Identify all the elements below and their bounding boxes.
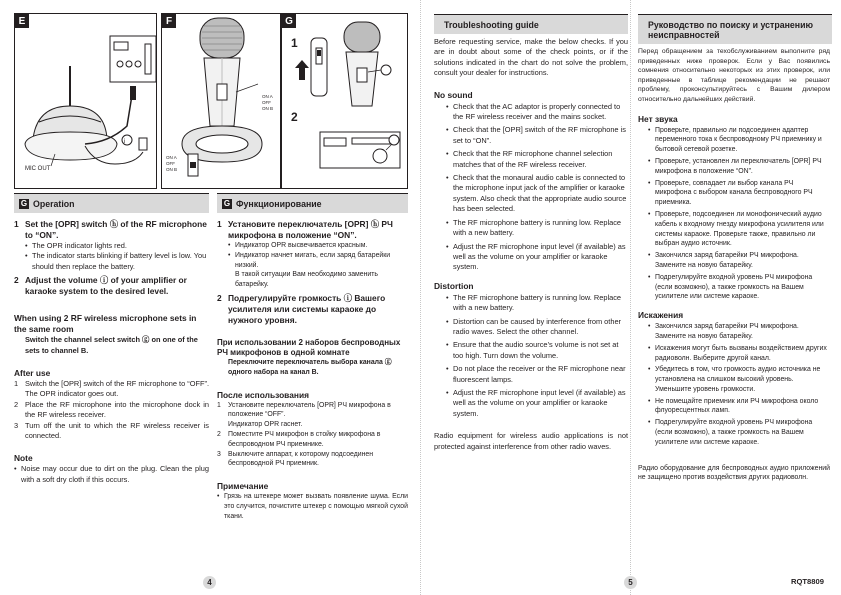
operation-en-step-1: Set the [OPR] switch ⓗ of the RF microphone to “ON”. (25, 219, 207, 240)
step-number: 2 (14, 275, 19, 286)
switch-position-label: ON B (166, 167, 178, 172)
operation-en-step-1-bullet: • The indicator starts blinking if battery level is low. You should then replace the battery. (25, 251, 209, 272)
operation-en-header (14, 193, 209, 213)
svg-text:i: i (124, 139, 126, 145)
receiver-connection-illustration (15, 14, 156, 188)
no-sound-item: • Adjust the RF microphone input level (if available) as well as the volume on your amplifier or karaoke system. (446, 242, 628, 273)
page-number-left: 4 (203, 576, 216, 589)
after-use-step: Turn off the unit to which the RF wireless receiver is connected. (25, 420, 209, 441)
note-item: • Noise may occur due to dirt on the plug. Clean the plug with a soft dry cloth if this occurs. (14, 464, 209, 485)
figure-g (281, 13, 408, 189)
distortion-item: • Distortion can be caused by interference from other radio waves. Select the other channel. (446, 317, 628, 338)
no-sound-item: • The RF microphone battery is running low. Replace with a new battery. (446, 218, 628, 239)
no-sound-item-ru: • Проверьте, установлен ли переключатель [OPR] РЧ микрофона в положение “ON”. (648, 157, 830, 177)
operation-en-body (14, 219, 209, 485)
distortion-item: • The RF microphone battery is running low. Replace with a new battery. (446, 293, 628, 314)
document-code: RQT8809 (791, 577, 824, 586)
step-number: 2 (217, 430, 221, 438)
column-separator (630, 0, 631, 595)
operation-ru-step-1-bullet: • Индикатор начнет мигать, если заряд батарейки низкий. (228, 251, 408, 271)
switch-position-label: OFF (262, 100, 271, 105)
operation-illustration (282, 14, 407, 188)
step-number: 3 (217, 450, 221, 458)
mic-out-label: MIC OUT (25, 166, 51, 172)
operation-ru-step-2: Подрегулируйте громкость ⓘ Вашего усилителя или системы караоке до нужного уровня. (228, 292, 386, 325)
switch-positions-f (166, 155, 177, 173)
distortion-title: Distortion (434, 280, 474, 291)
operation-ru-step-1-bullet: • Индикатор OPR высвечивается красным. (228, 241, 408, 251)
after-use-step-note-ru: Индикатор OPR гаснет. (228, 421, 303, 429)
step-number: 3 (14, 420, 19, 430)
after-use-title: After use (14, 368, 51, 379)
troubleshooting-intro: Before requesting service, make the below checks. If you are in doubt about some of the check points, or if the solutions indicated in the chart do not solve the problem, consult your dealer for instructions. (434, 37, 628, 78)
distortion-item-ru: • Закончился заряд батарейки РЧ микрофона. Замените на новую батарейку. (648, 322, 830, 342)
two-sets-body-ru: Переключите переключатель выбора канала ⓖ одного набора на канал B. (228, 358, 392, 376)
switch-position-label: ON A (166, 155, 177, 160)
troubleshooting-en-header (434, 14, 628, 34)
section-badge: G (20, 199, 28, 208)
switch-position-label: ON A (262, 94, 273, 99)
switch-positions-f-vertical (262, 94, 273, 112)
distortion-item: • Do not place the receiver or the RF microphone near fluorescent lamps. (446, 364, 628, 385)
operation-ru-title: Функционирование (236, 198, 322, 209)
step-1-label: 1 (291, 36, 298, 50)
after-use-step-ru: Установите переключатель [OPR] РЧ микрофона в положение “OFF”. (228, 401, 391, 419)
step-number: 1 (217, 401, 221, 409)
two-sets-body: Switch the channel select switch ⓖ on one of the sets to channel B. (25, 335, 198, 355)
distortion-item-ru: • Убедитесь в том, что громкость аудио источника не установлена на слишком высокий уровень. Уменьшите уровень громкости. (648, 365, 830, 394)
troubleshooting-footer-ru: Радио оборудование для беспроводных аудио приложений не защищено против воздействия других радиоволн. (638, 464, 830, 482)
no-sound-item-ru: • Проверьте, подсоединен ли монофонический аудио кабель к входному гнезду микрофона усилителя или системы караоке. Проверьте также, правильно ли выбран аудио источник. (648, 210, 830, 249)
operation-en-title: Operation (33, 198, 75, 209)
no-sound-item: • Check that the AC adaptor is properly connected to the RF wireless receiver and the mains socket. (446, 102, 628, 123)
no-sound-item: • Check that the monaural audio cable is connected to the microphone input jack of the amplifier or karaoke system. Also check that the appropriate audio source has been selected. (446, 173, 628, 215)
step-number: 1 (217, 219, 222, 229)
step-number: 1 (14, 219, 19, 229)
note-item-ru: • Грязь на штекере может вызвать появление шума. Если это случится, почистите штекер с помощью мягкой сухой ткани. (217, 492, 408, 521)
step-number: 2 (217, 292, 222, 303)
after-use-step-ru: Выключите аппарат, к которому подсоединен беспроводной РЧ приемник. (228, 450, 374, 468)
operation-ru-header (217, 193, 408, 213)
two-sets-title-ru: При использовании 2 наборов беспроводных РЧ микрофонов в одной комнате (217, 337, 401, 357)
switch-position-label: ON B (262, 106, 274, 111)
note-title: Note (14, 453, 33, 464)
after-use-step-note: The OPR indicator goes out. (25, 389, 119, 399)
operation-ru-step-1-note: В такой ситуации Вам необходимо заменить батарейку. (235, 271, 379, 289)
distortion-item-ru: • Подрегулируйте входной уровень РЧ микрофона (если возможно), а также громкость на Вашем усилителе или системе караоке. (648, 418, 830, 447)
operation-en-step-2: Adjust the volume ⓘ of your amplifier or karaoke system to the desired level. (25, 275, 187, 297)
step-2-label: 2 (291, 110, 298, 124)
column-separator (420, 0, 421, 595)
figure-g-label: G (282, 14, 296, 28)
troubleshooting-footer: Radio equipment for wireless audio applications is not protected against interference from other radio waves. (434, 431, 628, 451)
step-number: 1 (14, 379, 19, 389)
no-sound-item-ru: • Закончился заряд батарейки РЧ микрофона. Замените на новую батарейку. (648, 251, 830, 271)
no-sound-title-ru: Нет звука (638, 113, 678, 124)
after-use-step: Place the RF microphone into the microphone dock in the RF wireless receiver. (25, 399, 209, 420)
no-sound-item: • Check that the [OPR] switch of the RF microphone is set to “ON”. (446, 125, 628, 146)
distortion-title-ru: Искажения (638, 310, 684, 321)
after-use-step-ru: Поместите РЧ микрофон в стойку микрофона в беспроводном РЧ приемнике. (228, 430, 381, 448)
after-use-title-ru: После использования (217, 389, 309, 400)
troubleshooting-ru-body (638, 47, 830, 483)
troubleshooting-en-title: Troubleshooting guide (444, 19, 539, 30)
figure-e (14, 13, 157, 189)
operation-en-step-1-bullet: • The OPR indicator lights red. (25, 241, 209, 251)
two-sets-title: When using 2 RF wireless microphone sets in the same room (14, 313, 197, 335)
operation-ru-step-1: Установите переключатель [OPR] ⓗ РЧ микрофона в положение “ON”. (228, 219, 393, 240)
switch-position-label: OFF (166, 161, 175, 166)
distortion-item: • Adjust the RF microphone input level (if available) as well as the volume on your amplifier or karaoke system. (446, 388, 628, 419)
after-use-step: Switch the [OPR] switch of the RF microphone to “OFF”. (25, 379, 210, 389)
distortion-item: • Ensure that the audio source’s volume is not set at too high. Turn down the volume. (446, 340, 628, 361)
troubleshooting-ru-header (638, 14, 832, 44)
no-sound-item-ru: • Проверьте, совпадает ли выбор канала РЧ микрофона с выбором канала беспроводного РЧ приемника. (648, 179, 830, 208)
figure-f-label: F (162, 14, 176, 28)
distortion-item-ru: • Искажения могут быть вызваны воздействием других радиоволн. Выберите другой канал. (648, 344, 830, 364)
troubleshooting-intro-ru: Перед обращением за техобслуживанием выполните ряд приведенных ниже проверок. Если у Вас появились сомнения относительно некоторых из этих проверок, или приведенные в таблице рекомендации не решают проблему, проконсультируйтесь с Вашим дилером относительно дальнейших действий. (638, 48, 830, 103)
no-sound-item-ru: • Проверьте, правильно ли подсоединен адаптер переменного тока к беспроводному РЧ приемнику и бытовой сетевой розетке. (648, 126, 830, 155)
no-sound-item: • Check that the RF microphone channel selection matches that of the RF wireless receiver. (446, 149, 628, 170)
figure-f (161, 13, 281, 189)
no-sound-title: No sound (434, 89, 473, 100)
page-number-right: 5 (624, 576, 637, 589)
figure-e-label: E (15, 14, 29, 28)
distortion-item-ru: • Не помещайте приемник или РЧ микрофона около флуоресцентных ламп. (648, 397, 830, 417)
step-number: 2 (14, 399, 19, 409)
note-title-ru: Примечание (217, 481, 269, 492)
operation-ru-body (217, 219, 408, 522)
troubleshooting-ru-title: Руководство по поиску и устранению неисправностей (648, 19, 814, 40)
no-sound-item-ru: • Подрегулируйте входной уровень РЧ микрофона (если возможно), а также громкость на Вашем усилителе или системе караоке. (648, 273, 830, 302)
section-badge: G (223, 199, 231, 208)
troubleshooting-en-body (434, 37, 628, 452)
